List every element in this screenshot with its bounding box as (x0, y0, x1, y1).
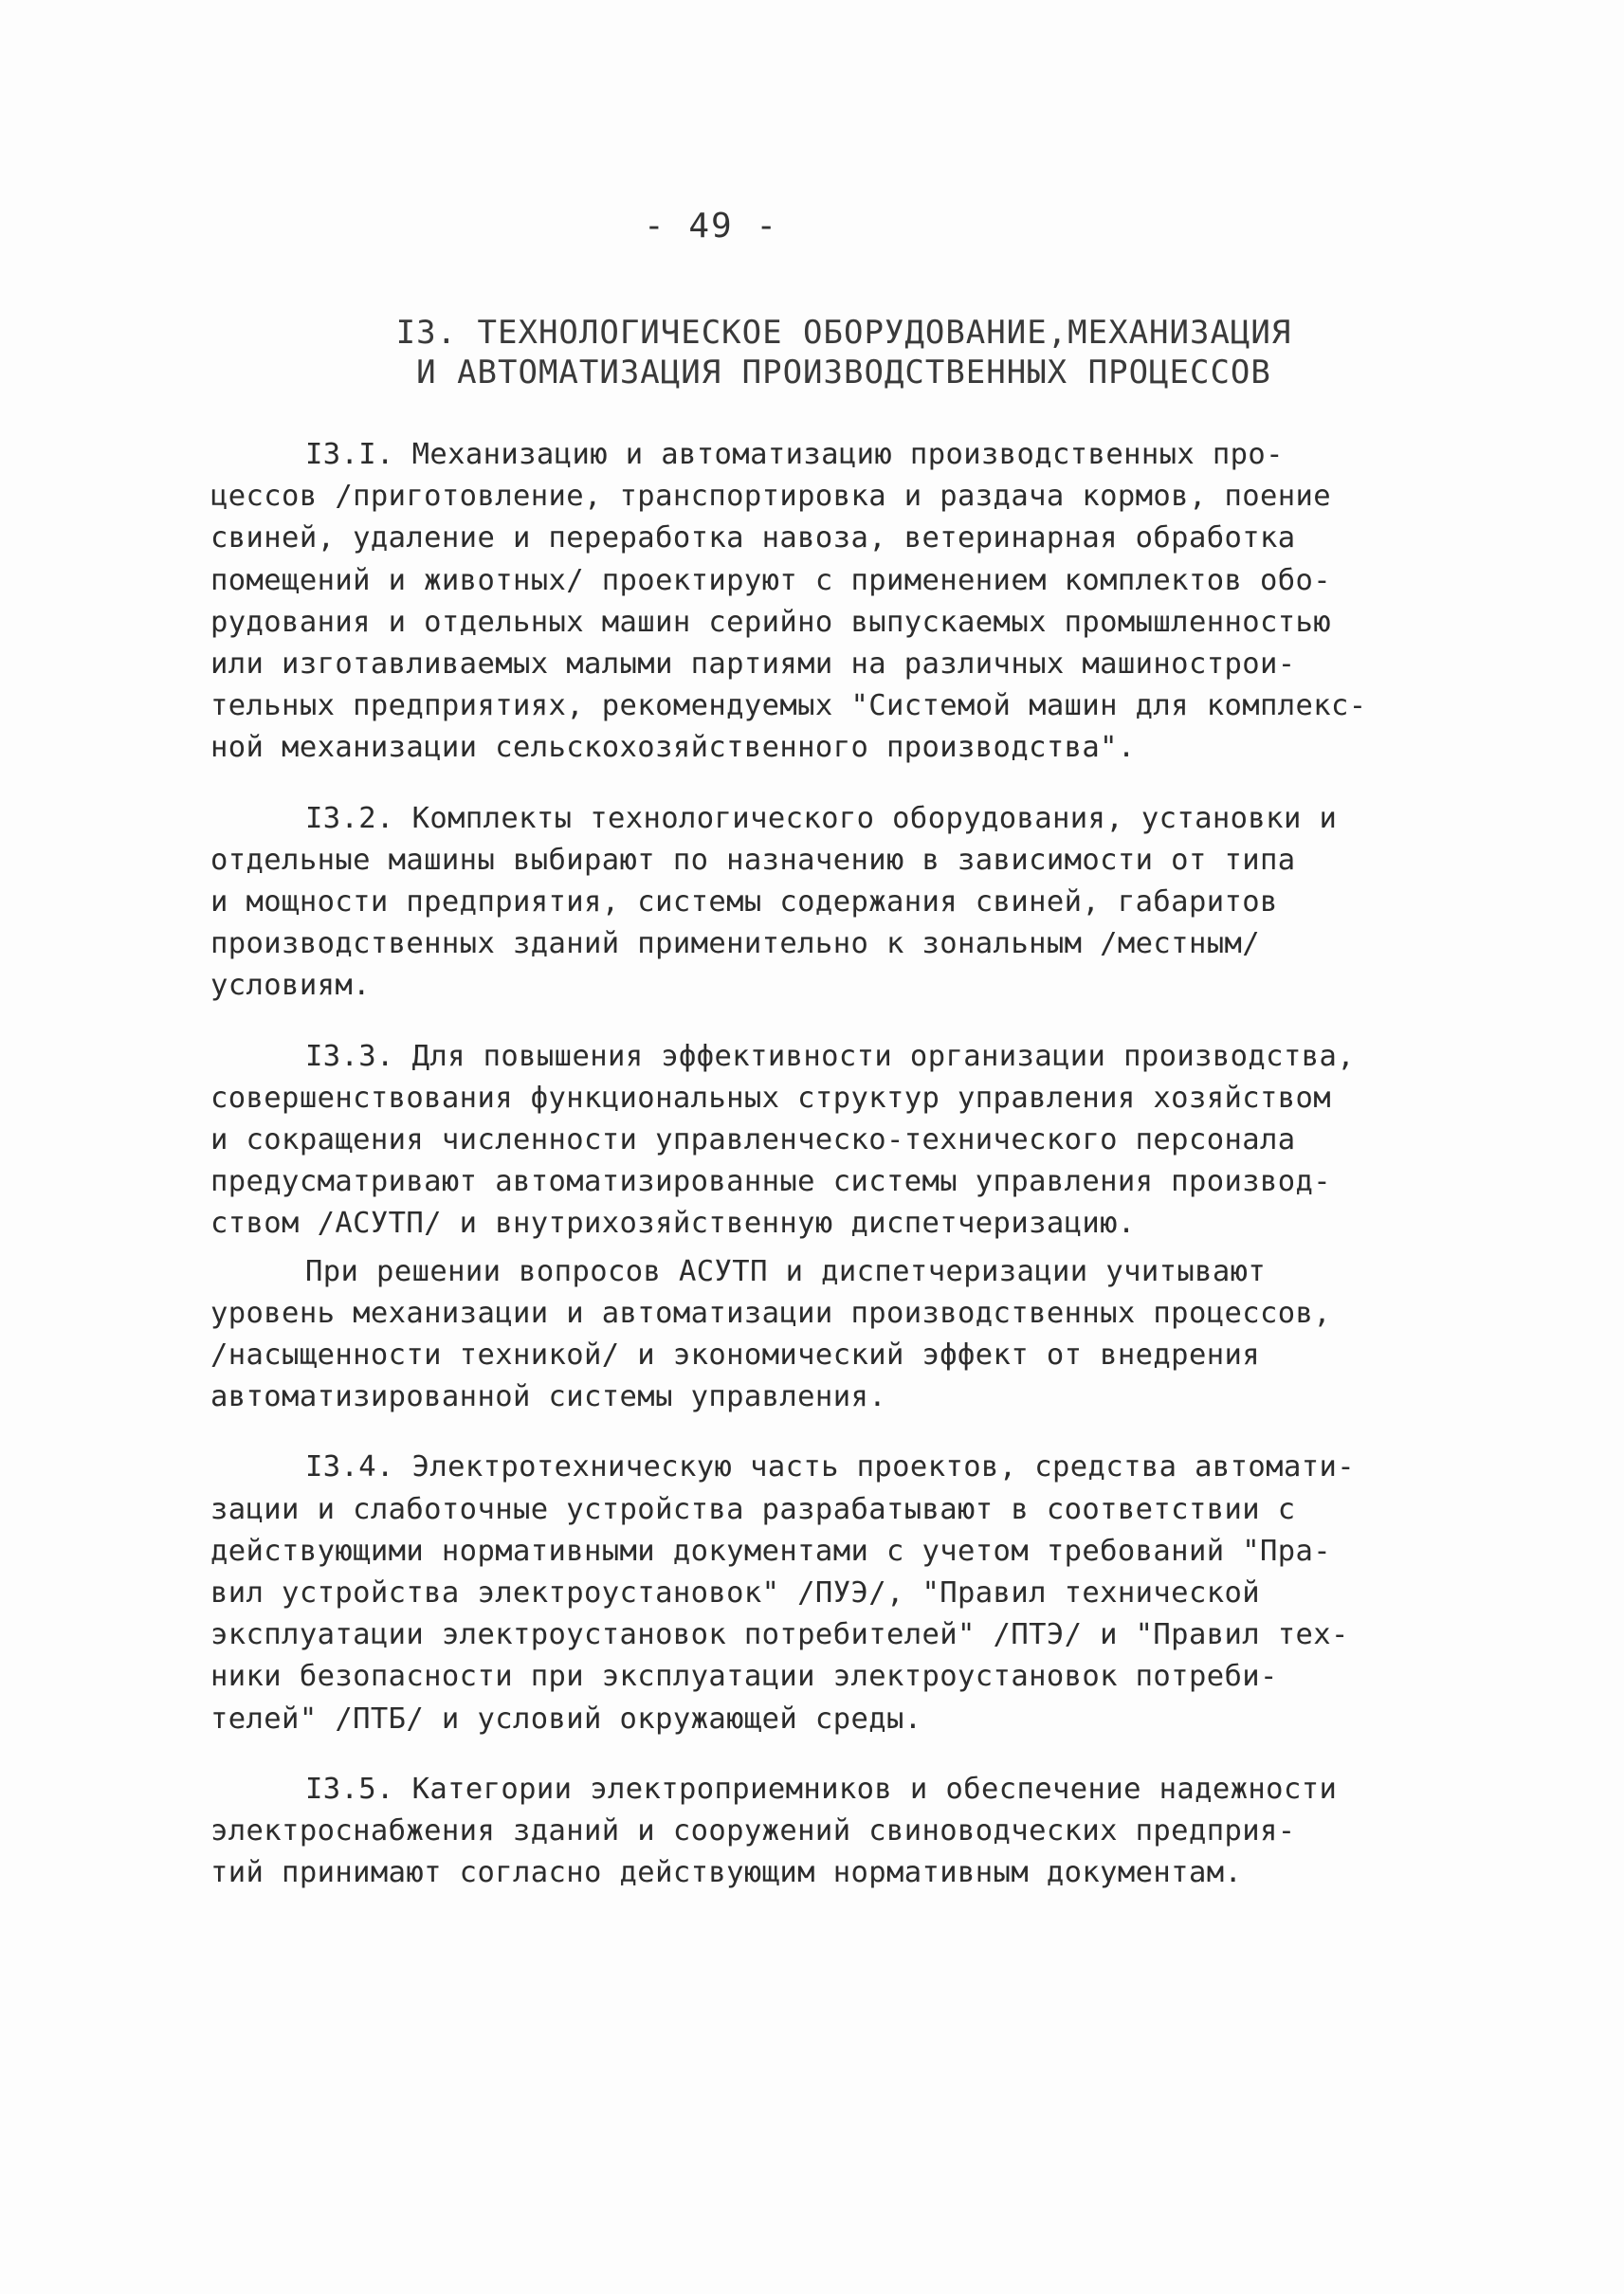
text-line: электроснабжения зданий и сооружений свиноводческих предприя- (210, 1814, 1296, 1848)
text-line: автоматизированной системы управления. (210, 1380, 886, 1414)
text-line: зации и слаботочные устройства разрабатывают в соответствии с (210, 1492, 1296, 1526)
text-line: /насыщенности техникой/ и экономический эффект от внедрения (210, 1338, 1260, 1373)
page-number: - 49 - (643, 207, 779, 246)
text-line: условиям. (210, 969, 371, 1003)
paragraph-13-5 (210, 1769, 1424, 1895)
text-line: вил устройства электроустановок" /ПУЭ/, "Правил технической (210, 1576, 1260, 1611)
text-line: тий принимают согласно действующим нормативным документам. (210, 1856, 1243, 1890)
text-line: предусматривают автоматизированные системы управления производ- (210, 1165, 1332, 1199)
text-line: или изготавливаемых малыми партиями на различных машинострои- (210, 647, 1296, 682)
text-line: I3.I. Механизацию и автоматизацию производственных про- (305, 438, 1284, 471)
paragraph-13-2 (210, 798, 1424, 1008)
text-line: совершенствования функциональных структур управления хозяйством (210, 1081, 1332, 1115)
text-line: уровень механизации и автоматизации производственных процессов, (210, 1296, 1332, 1330)
heading-line-2: И АВТОМАТИЗАЦИЯ ПРОИЗВОДСТВЕННЫХ ПРОЦЕССОВ (416, 354, 1271, 391)
text-line: цессов /приготовление, транспортировка и раздача кормов, поение (210, 480, 1332, 514)
paragraph-13-3 (210, 1036, 1424, 1246)
heading-line-1: I3. ТЕХНОЛОГИЧЕСКОЕ ОБОРУДОВАНИЕ,МЕХАНИЗАЦИЯ (395, 314, 1292, 352)
text-line: рудования и отдельных машин серийно выпускаемых промышленностью (210, 605, 1332, 639)
paragraph-13-4 (210, 1447, 1424, 1739)
text-line: производственных зданий применительно к зональным /местным/ (210, 927, 1260, 961)
paragraph-13-3-continued (210, 1251, 1424, 1419)
paragraph-13-1 (210, 434, 1424, 770)
text-line: действующими нормативными документами с учетом требований "Пра- (210, 1534, 1332, 1568)
text-line: телей" /ПТБ/ и условий окружающей среды. (210, 1702, 922, 1736)
body-text (210, 434, 1424, 1923)
text-line: I3.5. Категории электроприемников и обеспечение надежности (305, 1772, 1338, 1806)
text-line: I3.2. Комплекты технологического оборудования, установки и (305, 801, 1338, 835)
text-line: тельных предприятиях, рекомендуемых "Системой машин для комплекс- (210, 689, 1367, 723)
text-line: помещений и животных/ проектируют с применением комплектов обо- (210, 563, 1332, 597)
text-line: свиней, удаление и переработка навоза, ветеринарная обработка (210, 521, 1296, 555)
text-line: I3.4. Электротехническую часть проектов, средства автомати- (305, 1450, 1355, 1484)
text-line: I3.3. Для повышения эффективности организации производства, (305, 1039, 1355, 1073)
text-line: и мощности предприятия, системы содержания свиней, габаритов (210, 885, 1278, 919)
text-line: При решении вопросов АСУТП и диспетчеризации учитывают (305, 1254, 1267, 1288)
section-heading (284, 313, 1403, 392)
text-line: ством /АСУТП/ и внутрихозяйственную диспетчеризацию. (210, 1207, 1136, 1241)
text-line: ной механизации сельскохозяйственного производства". (210, 731, 1136, 765)
text-line: и сокращения численности управленческо-технического персонала (210, 1123, 1296, 1157)
text-line: эксплуатации электроустановок потребителей" /ПТЭ/ и "Правил тех- (210, 1618, 1349, 1652)
text-line: отдельные машины выбирают по назначению в зависимости от типа (210, 843, 1296, 877)
text-line: ники безопасности при эксплуатации электроустановок потреби- (210, 1660, 1278, 1694)
